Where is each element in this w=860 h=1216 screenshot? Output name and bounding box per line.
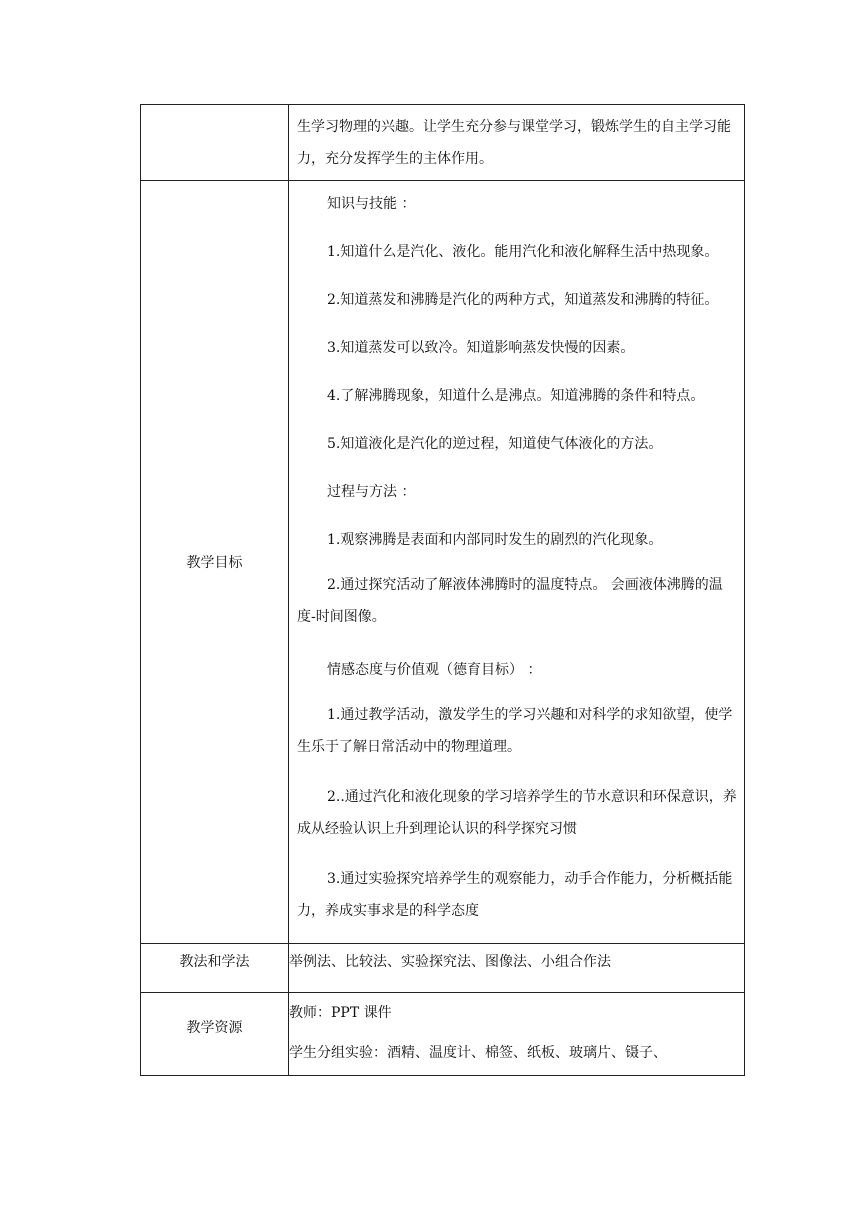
knowledge-item: 1.知道什么是汽化、液化。能用汽化和液化解释生活中热现象。 bbox=[327, 244, 719, 260]
methods-text: 举例法、比较法、实验探究法、图像法、小组合作法 bbox=[289, 954, 611, 970]
lesson-plan-table bbox=[140, 104, 745, 1076]
methods-label-cell bbox=[141, 944, 289, 993]
process-item: 1.观察沸腾是表面和内部同时发生的剧烈的汽化现象。 bbox=[327, 532, 663, 548]
goals-label-cell bbox=[141, 181, 289, 944]
resources-label-cell bbox=[141, 993, 289, 1076]
goals-label: 教学目标 bbox=[186, 555, 243, 571]
knowledge-item: 4.了解沸腾现象，知道什么是沸点。知道沸腾的条件和特点。 bbox=[327, 388, 705, 404]
row1-text: 生学习物理的兴趣。让学生充分参与课堂学习，锻炼学生的自主学习能力，充分发挥学生的主体作用。 bbox=[297, 119, 731, 167]
process-heading: 过程与方法 ： bbox=[327, 484, 416, 500]
table-row bbox=[141, 105, 745, 181]
resources-teacher: 教师：PPT 课件 bbox=[289, 1005, 392, 1021]
row1-content-cell bbox=[289, 105, 745, 181]
methods-content-cell bbox=[289, 944, 745, 993]
emotion-item: 3.通过实验探究培养学生的观察能力，动手合作能力，分析概括能力，养成实事求是的科学态度 bbox=[297, 871, 733, 919]
emotion-heading: 情感态度与价值观（德育目标） ： bbox=[327, 662, 542, 678]
table-row bbox=[141, 993, 745, 1076]
knowledge-item: 3.知道蒸发可以致冷。知道影响蒸发快慢的因素。 bbox=[327, 340, 635, 356]
resources-content-cell bbox=[289, 993, 745, 1076]
knowledge-item: 2.知道蒸发和沸腾是汽化的两种方式，知道蒸发和沸腾的特征。 bbox=[327, 292, 719, 308]
methods-label: 教法和学法 bbox=[179, 954, 250, 970]
knowledge-heading: 知识与技能 ： bbox=[327, 196, 416, 212]
table-row bbox=[141, 944, 745, 993]
resources-students: 学生分组实验：酒精、温度计、棉签、纸板、玻璃片、镊子、 bbox=[289, 1045, 667, 1061]
process-item: 2.通过探究活动了解液体沸腾时的温度特点。 会画液体沸腾的温度-时间图像。 bbox=[297, 577, 723, 625]
knowledge-item: 5.知道液化是汽化的逆过程，知道使气体液化的方法。 bbox=[327, 436, 663, 452]
table-row bbox=[141, 181, 745, 944]
resources-label: 教学资源 bbox=[186, 1020, 243, 1036]
emotion-item: 2..通过汽化和液化现象的学习培养学生的节水意识和环保意识，养成从经验认识上升到理论认识的科学探究习惯 bbox=[297, 789, 737, 837]
emotion-item: 1.通过教学活动，激发学生的学习兴趣和对科学的求知欲望，使学生乐于了解日常活动中的物理道理。 bbox=[297, 707, 733, 755]
row1-label-cell bbox=[141, 105, 289, 181]
goals-content-cell bbox=[289, 181, 745, 944]
